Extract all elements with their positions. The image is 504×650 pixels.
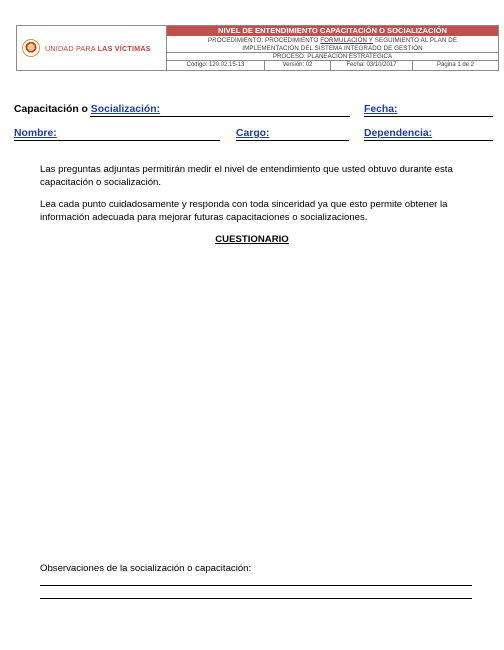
process-text: PROCESO: PLANEACIÓN ESTRATEGICA xyxy=(167,53,498,61)
nombre-label-text: Nombre: xyxy=(14,128,57,139)
instructions-paragraph-2: Lea cada punto cuidadosamente y responda con toda sinceridad ya que esto permite obtener la información adecuada para mejorar futuras capacitaciones o socializaciones. xyxy=(40,199,448,223)
cargo-label-text: Cargo: xyxy=(236,128,270,139)
questionnaire-heading: CUESTIONARIO xyxy=(215,234,289,245)
fecha-label xyxy=(364,104,398,115)
procedure-part-a: PROCEDIMIENTO: PROCEDIMIENTO xyxy=(207,37,321,44)
capacitacion-label-u: Socialización: xyxy=(90,104,161,115)
observations-label: Observaciones de la socialización o capacitación: xyxy=(40,563,252,574)
document-meta-row xyxy=(167,61,498,70)
cargo-field[interactable] xyxy=(236,140,349,141)
nombre-field[interactable] xyxy=(14,140,220,141)
capacitacion-field[interactable] xyxy=(90,116,350,117)
document-header xyxy=(16,25,499,71)
nombre-label xyxy=(14,128,57,139)
organization-logo xyxy=(45,44,151,53)
dependencia-field[interactable] xyxy=(364,140,493,141)
document-title: NIVEL DE ENTENDIMIENTO CAPACITACIÓN O SOCIALIZACIÓN xyxy=(167,26,498,36)
capacitacion-label-a: Capacitación o xyxy=(14,104,91,115)
dependencia-label xyxy=(364,128,432,139)
document-code: Código: 120.02.15-13 xyxy=(167,61,265,70)
logo-text-prefix: UNIDAD PARA xyxy=(45,43,98,53)
page-number: Página 1 de 2 xyxy=(436,62,475,68)
procedure-text xyxy=(167,36,498,53)
procedure-line-2: IMPLEMENTACIÓN DEL SISTEMA INTEGRADO DE GESTIÓN xyxy=(242,44,423,52)
fecha-field[interactable] xyxy=(364,116,493,117)
instructions-paragraph-1: Las preguntas adjuntas permitirán medir el nivel de entendimiento que usted obtuvo durante esta capacitación o socialización. xyxy=(40,164,453,188)
observations-line-2[interactable] xyxy=(40,598,472,599)
procedure-part-underlined: FORMULACIÓN Y xyxy=(320,37,373,44)
document-version: Versión: 02 xyxy=(265,61,331,70)
capacitacion-label xyxy=(14,104,160,115)
logo-cell xyxy=(17,26,167,70)
fecha-label-text: Fecha: xyxy=(364,104,398,115)
logo-text-bold: LAS VÍCTIMAS xyxy=(97,43,151,53)
procedure-part-b: SEGUIMIENTO AL PLAN DE xyxy=(372,37,458,44)
document-date: Fecha: 03/10/2017 xyxy=(331,61,413,70)
dependencia-label-text: Dependencia: xyxy=(364,128,433,139)
coat-of-arms-icon xyxy=(22,39,40,57)
cargo-label xyxy=(236,128,269,139)
header-info xyxy=(167,26,498,70)
observations-line-1[interactable] xyxy=(40,585,472,586)
